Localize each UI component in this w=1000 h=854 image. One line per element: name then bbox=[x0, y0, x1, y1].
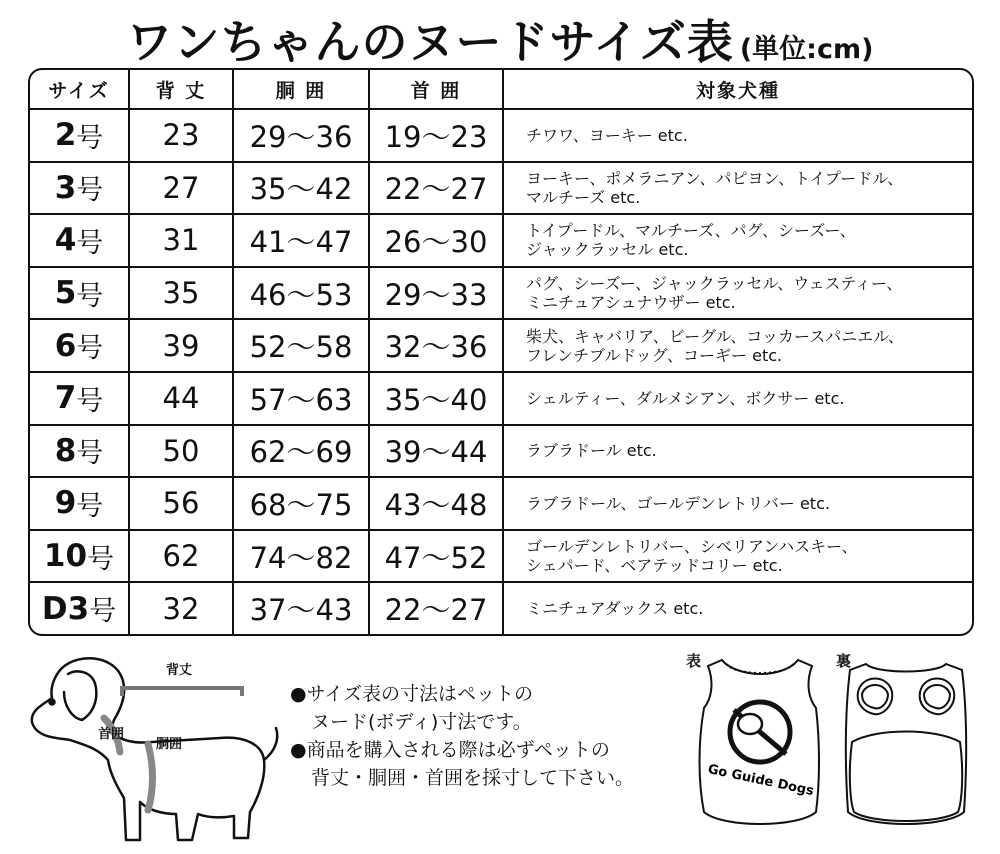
shirt-front-label: 表 bbox=[686, 652, 702, 670]
note-1-line-1: ●サイズ表の寸法はペットの bbox=[290, 683, 534, 705]
table-row bbox=[30, 161, 972, 214]
size-number: 5 bbox=[54, 275, 77, 312]
neck-cell: 22〜27 bbox=[370, 583, 504, 634]
size-suffix: 号 bbox=[76, 175, 104, 207]
size-number: D3 bbox=[41, 590, 90, 627]
header-breeds: 対象犬種 bbox=[695, 79, 780, 102]
chest-cell: 35〜42 bbox=[234, 163, 370, 214]
chest-cell: 62〜69 bbox=[234, 426, 370, 477]
shirt-print-text: Go Guide Dogs bbox=[706, 762, 816, 800]
table-row bbox=[30, 110, 972, 161]
table-row bbox=[30, 424, 972, 477]
back-length-cell: 32 bbox=[130, 583, 234, 634]
size-suffix: 号 bbox=[76, 280, 104, 312]
back-length-cell: 27 bbox=[130, 163, 234, 214]
size-number: 4 bbox=[54, 222, 77, 259]
size-number: 8 bbox=[54, 432, 77, 469]
breeds-cell: ラブラドール etc. bbox=[526, 441, 657, 461]
breeds-cell: ヨーキー、ポメラニアン、パピヨン、トイプードル、 マルチーズ etc. bbox=[526, 168, 904, 207]
back-length-cell: 23 bbox=[130, 110, 234, 161]
breeds-cell: ラブラドール、ゴールデンレトリバー etc. bbox=[526, 493, 830, 513]
table-header bbox=[30, 70, 972, 110]
size-suffix: 号 bbox=[76, 333, 104, 365]
size-cell bbox=[30, 531, 130, 582]
size-number: 3 bbox=[54, 169, 77, 206]
breeds-cell: パグ、シーズー、ジャックラッセル、ウェスティー、 ミニチュアシュナウザー etc. bbox=[526, 274, 903, 313]
page-title bbox=[0, 6, 1000, 72]
size-cell bbox=[30, 215, 130, 266]
size-cell bbox=[30, 268, 130, 319]
note-1-line-2: ヌード(ボディ)寸法です。 bbox=[311, 711, 532, 733]
size-cell bbox=[30, 320, 130, 371]
chest-cell: 68〜75 bbox=[234, 478, 370, 529]
size-number: 9 bbox=[54, 485, 77, 522]
chest-cell: 41〜47 bbox=[234, 215, 370, 266]
back-length-cell: 44 bbox=[130, 373, 234, 424]
back-length-cell: 31 bbox=[130, 215, 234, 266]
chest-cell: 57〜63 bbox=[234, 373, 370, 424]
back-length-cell: 35 bbox=[130, 268, 234, 319]
chest-cell: 74〜82 bbox=[234, 531, 370, 582]
back-length-cell: 56 bbox=[130, 478, 234, 529]
size-cell bbox=[30, 110, 130, 161]
size-cell bbox=[30, 373, 130, 424]
size-suffix: 号 bbox=[76, 122, 104, 154]
size-suffix: 号 bbox=[87, 543, 115, 575]
note-2-line-2: 背丈・胴囲・首囲を採寸して下さい。 bbox=[311, 767, 635, 789]
neck-cell: 43〜48 bbox=[370, 478, 504, 529]
neck-cell: 39〜44 bbox=[370, 426, 504, 477]
neck-cell: 19〜23 bbox=[370, 110, 504, 161]
chest-cell: 52〜58 bbox=[234, 320, 370, 371]
shirt-back-illustration bbox=[836, 652, 976, 842]
size-suffix: 号 bbox=[76, 490, 104, 522]
size-suffix: 号 bbox=[89, 596, 117, 628]
table-row bbox=[30, 371, 972, 424]
neck-cell: 32〜36 bbox=[370, 320, 504, 371]
neck-cell: 47〜52 bbox=[370, 531, 504, 582]
header-neck: 首 囲 bbox=[370, 70, 504, 108]
dog-diagram bbox=[22, 648, 282, 848]
size-number: 10 bbox=[43, 538, 88, 575]
breeds-cell: シェルティー、ダルメシアン、ボクサー etc. bbox=[526, 388, 845, 408]
table-body bbox=[30, 110, 972, 634]
table-row bbox=[30, 529, 972, 582]
title-text: ワンちゃんのヌードサイズ表 bbox=[126, 15, 734, 69]
back-length-cell: 50 bbox=[130, 426, 234, 477]
shirt-front-illustration bbox=[686, 652, 826, 842]
table-row bbox=[30, 476, 972, 529]
breeds-cell: ミニチュアダックス etc. bbox=[526, 599, 704, 619]
size-cell bbox=[30, 478, 130, 529]
neck-cell: 26〜30 bbox=[370, 215, 504, 266]
header-chest: 胴 囲 bbox=[234, 70, 370, 108]
back-length-label: 背丈 bbox=[166, 663, 193, 678]
size-cell bbox=[30, 583, 130, 634]
header-size: サイズ bbox=[30, 70, 130, 108]
shirt-back-label: 裏 bbox=[836, 652, 852, 670]
breeds-cell: トイプードル、マルチーズ、パグ、シーズー、 ジャックラッセル etc. bbox=[526, 221, 856, 260]
table-row bbox=[30, 318, 972, 371]
neck-label: 首囲 bbox=[98, 727, 125, 742]
size-cell bbox=[30, 163, 130, 214]
header-back-length: 背 丈 bbox=[130, 70, 234, 108]
table-row bbox=[30, 213, 972, 266]
size-number: 6 bbox=[54, 327, 77, 364]
unit-text: (単位:cm) bbox=[739, 34, 874, 65]
chest-cell: 29〜36 bbox=[234, 110, 370, 161]
size-cell bbox=[30, 426, 130, 477]
note-2-line-1: ●商品を購入される際は必ずペットの bbox=[290, 739, 610, 761]
size-suffix: 号 bbox=[76, 227, 104, 259]
chest-label: 胴囲 bbox=[156, 737, 183, 752]
neck-cell: 29〜33 bbox=[370, 268, 504, 319]
chest-cell: 46〜53 bbox=[234, 268, 370, 319]
table-row bbox=[30, 266, 972, 319]
size-number: 7 bbox=[54, 380, 77, 417]
chest-cell: 37〜43 bbox=[234, 583, 370, 634]
back-length-cell: 39 bbox=[130, 320, 234, 371]
breeds-cell: チワワ、ヨーキー etc. bbox=[526, 125, 688, 145]
size-number: 2 bbox=[54, 117, 77, 154]
back-length-cell: 62 bbox=[130, 531, 234, 582]
breeds-cell: 柴犬、キャバリア、ビーグル、コッカースパニエル、 フレンチブルドッグ、コーギー etc. bbox=[526, 326, 904, 365]
size-table bbox=[28, 68, 974, 636]
notes bbox=[290, 680, 634, 792]
neck-cell: 22〜27 bbox=[370, 163, 504, 214]
neck-cell: 35〜40 bbox=[370, 373, 504, 424]
size-suffix: 号 bbox=[76, 385, 104, 417]
breeds-cell: ゴールデンレトリバー、シベリアンハスキー、 シェパード、ベアテッドコリー etc. bbox=[526, 537, 858, 576]
table-row bbox=[30, 581, 972, 634]
size-suffix: 号 bbox=[76, 438, 104, 470]
